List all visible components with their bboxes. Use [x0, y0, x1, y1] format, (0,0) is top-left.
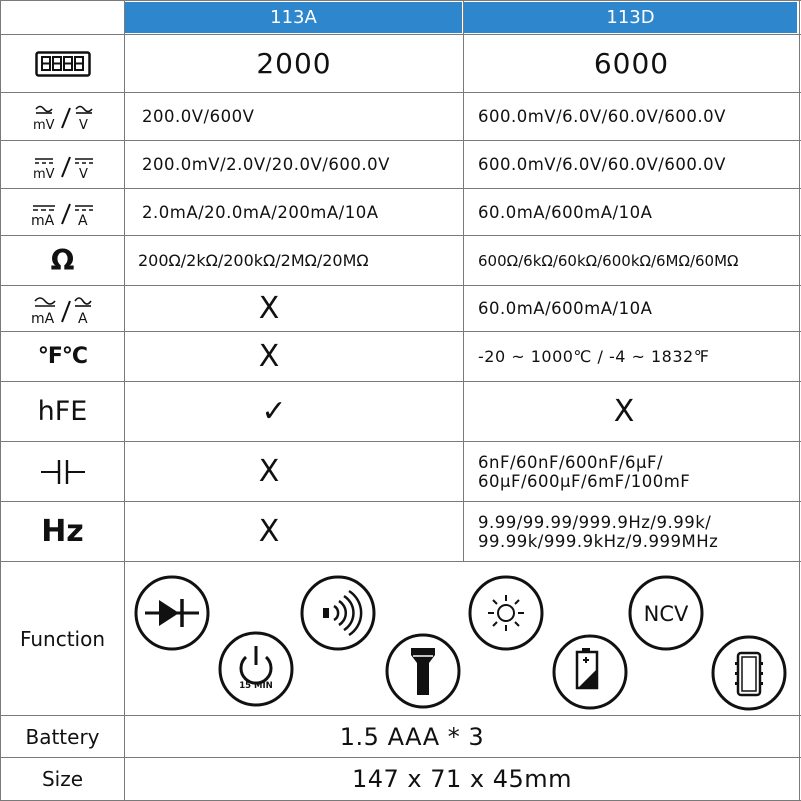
dc-current-113d: 60.0mA/600mA/10A [478, 202, 653, 222]
dc-current-icon [28, 195, 98, 229]
row-cap-icon-cell [1, 442, 124, 501]
row-acv-icon-cell [1, 93, 124, 140]
row-aca-icon-cell [1, 286, 124, 331]
row-ohm-icon-cell [1, 236, 124, 285]
ac-current-icon [28, 291, 98, 327]
temperature-113d: -20 ~ 1000℃ / -4 ~ 1832℉ [478, 347, 710, 366]
capacitance-113a: X [258, 454, 280, 489]
dc-current-113a: 2.0mA/20.0mA/200mA/10A [142, 202, 379, 222]
svg-text:NCV: NCV [643, 602, 689, 626]
hfe-113d: X [613, 394, 635, 429]
svg-text:V: V [78, 117, 88, 133]
svg-text:mV: mV [32, 166, 55, 182]
auto-power-off-icon [220, 633, 292, 705]
resistance-113d: 600Ω/6kΩ/60kΩ/600kΩ/6MΩ/60MΩ [478, 251, 739, 270]
header-113d: 113D [606, 7, 655, 28]
row-dca-icon-cell [1, 189, 124, 235]
battery-label: Battery [25, 724, 100, 749]
size-value: 147 x 71 x 45mm [351, 765, 573, 793]
backlight-icon [470, 577, 542, 649]
ncv-icon [630, 577, 702, 649]
low-battery-icon [554, 636, 626, 708]
svg-text:mV: mV [32, 117, 55, 133]
ac-voltage-icon [28, 100, 98, 134]
resistance-113a: 200Ω/2kΩ/200kΩ/2MΩ/20MΩ [138, 251, 369, 270]
display-counts-113d: 6000 [593, 47, 670, 80]
function-icons [125, 562, 799, 715]
hfe-label: hFE [37, 396, 88, 427]
svg-text:mA: mA [30, 310, 54, 327]
dc-voltage-113d: 600.0mV/6.0V/60.0V/600.0V [478, 155, 726, 174]
frequency-113d-line2: 99.99k/999.9kHz/9.999MHz [478, 531, 719, 551]
display-counts-113a: 2000 [256, 47, 332, 80]
ac-voltage-113d: 600.0mV/6.0V/60.0V/600.0V [478, 107, 726, 126]
battery-value: 1.5 AAA * 3 [339, 722, 485, 751]
row-dcv-icon-cell [1, 141, 124, 188]
temperature-icon: °F°C [37, 344, 88, 369]
capacitance-113d [478, 442, 798, 501]
ac-current-113a: X [258, 291, 280, 326]
ac-voltage-113a: 200.0V/600V [142, 107, 255, 126]
svg-text:A: A [77, 310, 88, 327]
function-label: Function [19, 626, 106, 651]
frequency-113a: X [258, 514, 280, 549]
frequency-113d [478, 502, 798, 561]
flashlight-icon [387, 635, 459, 707]
capacitance-113d-line2: 60µF/600µF/6mF/100mF [478, 471, 691, 491]
data-hold-icon [713, 637, 785, 709]
svg-text:V: V [78, 166, 88, 182]
hz-label: Hz [41, 514, 84, 549]
svg-text:A: A [77, 213, 88, 229]
capacitance-113d-line1: 6nF/60nF/600nF/6µF/ [478, 452, 664, 472]
dc-voltage-113a: 200.0mV/2.0V/20.0V/600.0V [142, 155, 390, 174]
size-label: Size [41, 767, 84, 791]
dc-voltage-icon [28, 148, 98, 182]
row-hfe-icon-cell [1, 382, 124, 441]
lcd-display-icon [35, 51, 91, 77]
capacitor-icon [39, 457, 87, 487]
svg-text:mA: mA [30, 213, 54, 229]
header-113a: 113A [270, 7, 317, 28]
frequency-113d-line1: 9.99/99.99/999.9Hz/9.99k/ [478, 512, 712, 532]
row-display-icon-cell [1, 35, 124, 92]
diode-icon [136, 577, 208, 649]
ohm-icon: Ω [50, 244, 75, 277]
hfe-113a: ✓ [261, 394, 287, 429]
row-temp-icon-cell [1, 332, 124, 381]
continuity-buzzer-icon [302, 577, 374, 649]
row-hz-icon-cell [1, 502, 124, 561]
temperature-113a: X [258, 339, 280, 374]
ac-current-113d: 60.0mA/600mA/10A [478, 299, 653, 318]
svg-text:15 MIN: 15 MIN [239, 681, 273, 691]
